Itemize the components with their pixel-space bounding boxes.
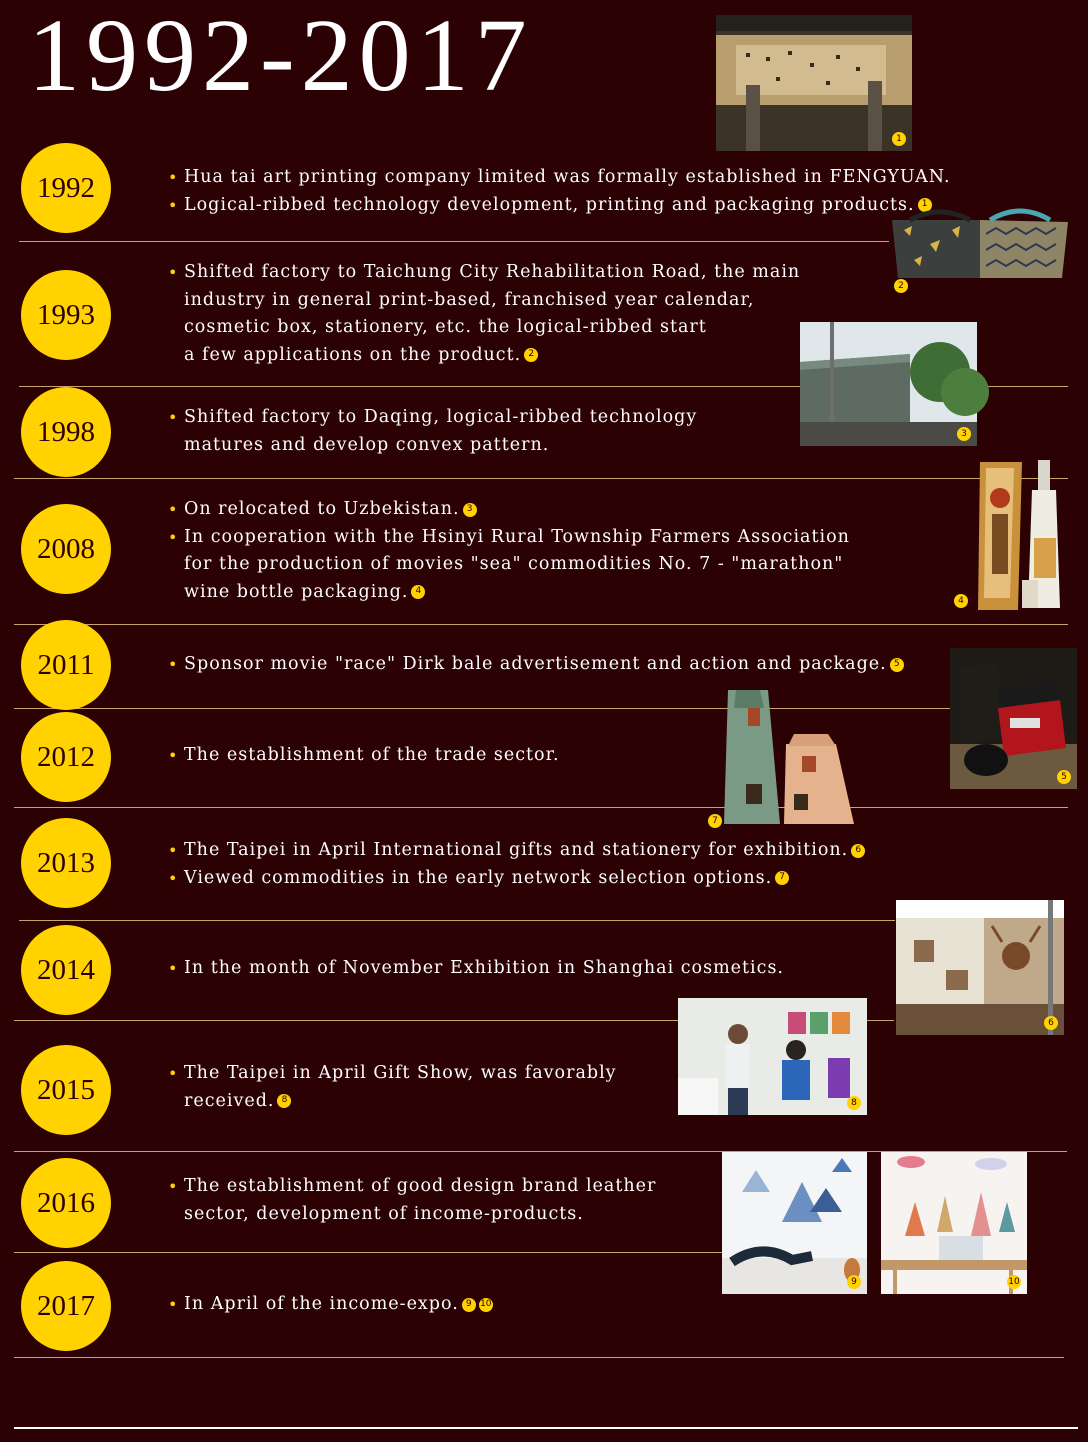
photo-badge: 2 <box>894 279 908 293</box>
timeline-item-line <box>184 259 800 287</box>
timeline-item-line <box>184 192 951 220</box>
year-badge: 2016 <box>21 1158 111 1248</box>
photo-badge: 10 <box>1008 1277 1020 1287</box>
timeline-item <box>168 1173 656 1228</box>
timeline-item <box>168 164 951 192</box>
photo-wall-stickers-forest <box>881 1152 1027 1294</box>
year-badge: 2017 <box>21 1261 111 1351</box>
gift-show-image <box>678 998 867 1115</box>
timeline-item <box>168 837 865 865</box>
photo-gift-boxes <box>890 200 1070 291</box>
timeline-item-line <box>184 1088 617 1116</box>
photo-badge: 5 <box>1057 770 1071 784</box>
timeline-item <box>168 524 850 607</box>
timeline-item-text: Logical-ribbed technology development, printing and packaging products. <box>184 194 915 215</box>
photo-badge: 6 <box>1044 1016 1058 1030</box>
timeline-item-line <box>184 551 850 579</box>
timeline-entry <box>168 1291 493 1319</box>
timeline-entry <box>168 259 800 369</box>
footer-divider <box>14 1427 1078 1429</box>
timeline-item-line <box>184 524 850 552</box>
timeline-item-text: In cooperation with the Hsinyi Rural Township Farmers Association <box>184 526 850 547</box>
page-title: 1992-2017 <box>28 0 533 113</box>
timeline-item-line <box>184 314 800 342</box>
timeline-entry <box>168 651 904 679</box>
timeline-item <box>168 259 800 369</box>
timeline-item-text: Sponsor movie "race" Dirk bale advertisement and action and package. <box>184 654 887 674</box>
timeline-item-line <box>184 742 560 770</box>
photo-exhibition-booth <box>896 900 1064 1035</box>
timeline-item-line <box>184 1173 656 1201</box>
photo-movie-package <box>950 648 1077 789</box>
timeline-item <box>168 404 697 459</box>
year-badge: 2012 <box>21 712 111 802</box>
photo-badge: 3 <box>957 427 971 441</box>
timeline-item-text: received. <box>184 1090 275 1111</box>
photo-wall-stickers-mountains <box>722 1152 867 1294</box>
timeline-item-text: The Taipei in April International gifts and stationery for exhibition. <box>184 840 849 860</box>
photo-reference-badge: 6 <box>851 844 865 858</box>
timeline-entry <box>168 404 697 459</box>
timeline-item-text: The establishment of good design brand leather <box>184 1176 657 1196</box>
timeline-item-text: In April of the income-expo. <box>184 1294 459 1314</box>
timeline-item-line <box>184 651 904 679</box>
timeline-item-text: matures and develop convex pattern. <box>184 434 550 455</box>
photo-printing-machine <box>716 15 912 151</box>
printing-machine-image <box>716 15 912 151</box>
timeline-item <box>168 955 784 983</box>
timeline-entry <box>168 1060 617 1115</box>
timeline-item <box>168 742 560 770</box>
timeline-item-line <box>184 496 850 524</box>
timeline-divider <box>19 920 895 921</box>
photo-badge: 9 <box>847 1275 861 1289</box>
year-badge: 2015 <box>21 1045 111 1135</box>
year-badge: 1998 <box>21 387 111 477</box>
timeline-item-text: sector, development of income-products. <box>184 1203 584 1224</box>
year-badge: 2014 <box>21 925 111 1015</box>
timeline-item-text: Shifted factory to Taichung City Rehabilitation Road, the main <box>184 262 801 282</box>
photo-reference-badge: 2 <box>524 348 538 362</box>
photo-reference-badge: 1 <box>918 198 932 212</box>
photo-reference-badge: 9 <box>462 1298 476 1312</box>
timeline-divider <box>14 624 1068 625</box>
timeline-item-line <box>184 164 951 192</box>
paper-bags-image <box>706 684 858 828</box>
year-badge: 2008 <box>21 504 111 594</box>
year-badge: 1993 <box>21 270 111 360</box>
photo-reference-badge: 5 <box>890 658 904 672</box>
photo-reference-badge: 10 <box>479 1298 493 1312</box>
photo-badge: 1 <box>892 132 906 146</box>
year-badge: 2011 <box>21 620 111 710</box>
timeline-entry <box>168 955 784 983</box>
year-badge: 1992 <box>21 143 111 233</box>
timeline-item-text: industry in general print-based, franchised year calendar, <box>184 289 755 310</box>
timeline-item <box>168 192 951 220</box>
timeline-item <box>168 1060 617 1115</box>
timeline-item-text: In the month of November Exhibition in Shanghai cosmetics. <box>184 958 784 978</box>
photo-reference-badge: 7 <box>775 871 789 885</box>
timeline-item-text: The Taipei in April Gift Show, was favorably <box>184 1063 617 1083</box>
photo-reference-badge: 4 <box>411 585 425 599</box>
timeline-item-line <box>184 432 697 460</box>
timeline-item-line <box>184 1201 656 1229</box>
timeline-item-line <box>184 404 697 432</box>
photo-paper-bags <box>706 684 858 828</box>
year-badge: 2013 <box>21 818 111 908</box>
photo-badge: 8 <box>847 1096 861 1110</box>
timeline-divider <box>14 1252 724 1253</box>
wall-stickers-mountains-image <box>722 1152 867 1294</box>
photo-wine-bottle-packaging <box>952 458 1078 614</box>
timeline-item-text: cosmetic box, stationery, etc. the logical-ribbed start <box>184 317 707 337</box>
timeline-entry <box>168 1173 656 1228</box>
factory-building-image <box>800 322 977 446</box>
timeline-item-text: Shifted factory to Daqing, logical-ribbed technology <box>184 407 698 427</box>
timeline-item-line <box>184 955 784 983</box>
movie-package-image <box>950 648 1077 789</box>
photo-gift-show <box>678 998 867 1115</box>
timeline-item <box>168 1291 493 1319</box>
wine-bottle-image <box>952 458 1078 614</box>
photo-badge: 4 <box>954 594 968 608</box>
timeline-item <box>168 651 904 679</box>
timeline-item-text: Hua tai art printing company limited was formally established in FENGYUAN. <box>184 167 951 187</box>
timeline-item-text: Viewed commodities in the early network selection options. <box>184 867 773 888</box>
timeline-divider <box>14 807 1068 808</box>
photo-reference-badge: 3 <box>463 503 477 517</box>
timeline-item <box>168 496 850 524</box>
timeline-item-text: for the production of movies "sea" commodities No. 7 - "marathon" <box>184 554 844 574</box>
timeline-item-line <box>184 342 800 370</box>
wall-stickers-forest-image <box>881 1152 1027 1294</box>
timeline-item-line <box>184 579 850 607</box>
photo-badge: 7 <box>708 814 722 828</box>
timeline-divider <box>14 1357 1064 1358</box>
timeline-divider <box>14 478 1068 479</box>
timeline-item-line <box>184 1291 493 1319</box>
timeline-item-text: On relocated to Uzbekistan. <box>184 499 460 519</box>
timeline-item-line <box>184 865 865 893</box>
timeline-entry <box>168 496 850 606</box>
exhibition-booth-image <box>896 900 1064 1035</box>
timeline-item-line <box>184 837 865 865</box>
timeline-item-text: The establishment of the trade sector. <box>184 745 560 765</box>
photo-reference-badge: 8 <box>277 1094 291 1108</box>
timeline-item-text: wine bottle packaging. <box>184 581 409 602</box>
gift-boxes-image <box>890 200 1070 280</box>
timeline-item-line <box>184 287 800 315</box>
timeline-divider <box>19 241 889 242</box>
timeline-item-line <box>184 1060 617 1088</box>
timeline-item <box>168 865 865 893</box>
timeline-entry <box>168 837 865 892</box>
timeline-entry <box>168 742 560 770</box>
photo-factory-building <box>800 322 977 446</box>
timeline-item-text: a few applications on the product. <box>184 344 522 365</box>
timeline-entry <box>168 164 951 219</box>
